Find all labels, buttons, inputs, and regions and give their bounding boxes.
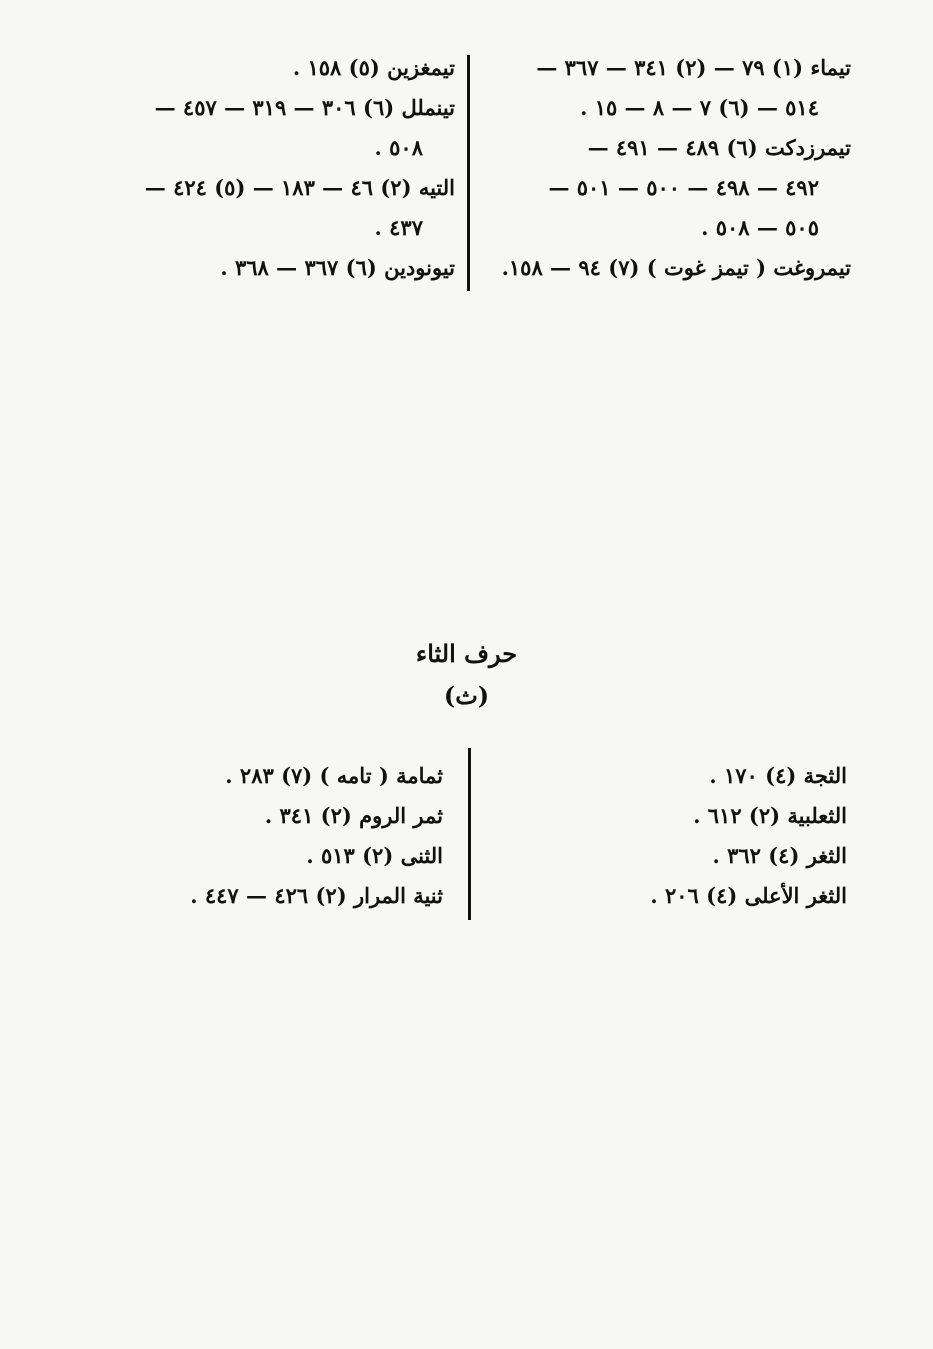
index-entry-continuation: ٥٠٥ — ٥٠٨ . — [701, 215, 819, 240]
index-entry: الثعلبية (٢) ٦١٢ . — [693, 803, 847, 828]
top-left-column — [145, 48, 455, 288]
bottom-right-column — [650, 756, 847, 916]
index-entry-continuation: ٤٩٢ — ٤٩٨ — ٥٠٠ — ٥٠١ — — [548, 175, 819, 200]
index-entry: ثمر الروم (٢) ٣٤١ . — [264, 803, 443, 828]
section-letter: (ث) — [443, 681, 490, 710]
index-entry: ثمامة ( تامه ) (٧) ٢٨٣ . — [225, 763, 443, 788]
index-entry-continuation: ٥٠٨ . — [374, 135, 423, 160]
section-title: حرف الثاء — [415, 639, 518, 668]
index-entry: تينملل (٦) ٣٠٦ — ٣١٩ — ٤٥٧ — — [154, 95, 455, 120]
column-divider — [468, 748, 471, 920]
index-entry-continuation: ٤٣٧ . — [374, 215, 423, 240]
index-entry: الثغر (٤) ٣٦٢ . — [712, 843, 847, 868]
index-entry: تيمروغت ( تيمز غوت ) (٧) ٩٤ — ١٥٨. — [501, 255, 851, 280]
index-entry: تيمغزين (٥) ١٥٨ . — [292, 55, 455, 80]
index-entry: التيه (٢) ٤٦ — ١٨٣ — (٥) ٤٢٤ — — [144, 175, 455, 200]
index-entry: الثجة (٤) ١٧٠ . — [709, 763, 847, 788]
column-divider — [467, 55, 470, 291]
index-entry: تيمرزدكت (٦) ٤٨٩ — ٤٩١ — — [587, 135, 851, 160]
index-entry: ثنية المرار (٢) ٤٢٦ — ٤٤٧ . — [190, 883, 443, 908]
index-entry-continuation: ٥١٤ — (٦) ٧ — ٨ — ١٥ . — [580, 95, 819, 120]
index-entry: تيونودين (٦) ٣٦٧ — ٣٦٨ . — [220, 255, 455, 280]
bottom-left-column — [190, 756, 443, 916]
top-right-column — [502, 48, 851, 288]
index-entry: الثنى (٢) ٥١٣ . — [306, 843, 443, 868]
index-entry: الثغر الأعلى (٤) ٢٠٦ . — [650, 883, 847, 908]
index-entry: تيماء (١) ٧٩ — (٢) ٣٤١ — ٣٦٧ — — [536, 55, 851, 80]
